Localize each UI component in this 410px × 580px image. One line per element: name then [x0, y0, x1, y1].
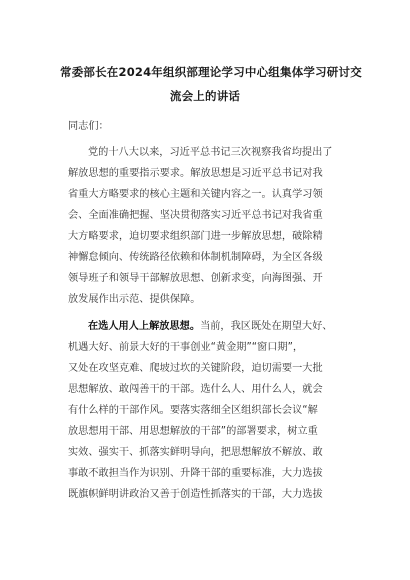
salutation: 同志们： — [68, 121, 109, 132]
document-title-line-2: 流会上的讲话 — [169, 89, 241, 103]
paragraph-2-line: 事敢不敢担当作为识别、升降干部的重要标准，大力选拔 — [68, 468, 323, 479]
paragraph-2-line-text: 当前，我区既处在期望大好、 — [200, 321, 333, 332]
paragraph-2-line: 又处在攻坚克难、爬坡过坎的关键阶段，迫切需要一大批 — [68, 363, 323, 374]
paragraph-2-line: 思想解放、敢闯善干的干部。选什么人、用什么人，就会 — [68, 384, 323, 395]
paragraph-1-line: 党的十八大以来，习近平总书记三次视察我省均提出了 — [88, 147, 333, 158]
paragraph-1-line: 放发展作出示范、提供保障。 — [68, 294, 201, 305]
paragraph-2-line — [88, 320, 333, 334]
paragraph-1-line: 领导班子和领导干部解放思想、创新求变，向海图强、开 — [68, 273, 323, 284]
paragraph-1-line: 神懈怠倾向、传统路径依赖和体制机制障碍，为全区各级 — [68, 252, 323, 263]
paragraph-1-line: 省重大方略要求的核心主题和关键内容之一。认真学习领 — [68, 189, 323, 200]
paragraph-2-line: 既旗帜鲜明讲政治又善于创造性抓落实的干部，大力选拔 — [68, 489, 323, 500]
paragraph-2-line: 机遇大好、前景大好的干事创业“黄金期”“窗口期”， — [68, 342, 304, 353]
paragraph-1-line: 会、全面准确把握、坚决贯彻落实习近平总书记对我省重 — [68, 210, 323, 221]
paragraph-2-line: 放思想用干部、用思想解放的干部”的部署要求，树立重 — [68, 426, 318, 437]
paragraph-2-line: 有什么样的干部作风。要落实落细全区组织部长会议“解 — [68, 405, 318, 416]
paragraph-1-line: 解放思想的重要指示要求。解放思想是习近平总书记对我 — [68, 168, 323, 179]
paragraph-2-line: 实效、强实干、抓落实鲜明导向，把思想解放不解放、敢 — [68, 447, 323, 458]
paragraph-1-line: 大方略要求，迫切要求组织部门进一步解放思想，破除精 — [68, 231, 323, 242]
document-title-line-1: 常委部长在2024年组织部理论学习中心组集体学习研讨交 — [60, 65, 362, 79]
paragraph-2-heading: 在选人用人上解放思想。 — [88, 321, 201, 332]
